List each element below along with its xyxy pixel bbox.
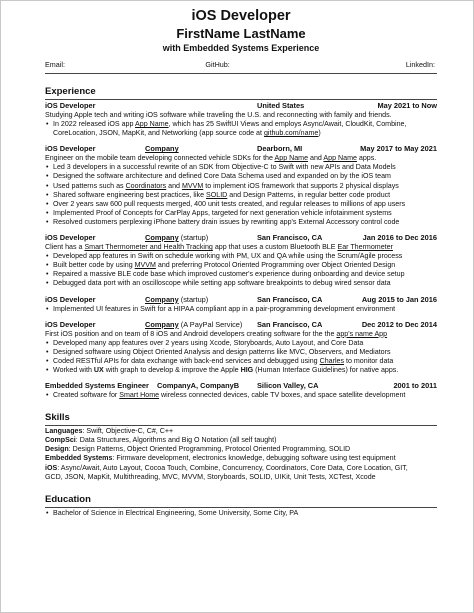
skill-line: Design: Design Patterns, Object Oriented Programming, Protocol Oriented Programming, SOLID [45, 445, 351, 454]
skills-list [45, 427, 437, 482]
product-link[interactable]: Ear Thermometer [337, 243, 393, 252]
job-bullet: • Shared software engineering best practices, like SOLID and Design Patterns, in regular better code product [45, 191, 437, 200]
job-bullet: • Built better code by using MVVM and preferring Protocol Oriented Programming over Object Oriented Design [45, 261, 437, 270]
education-list [45, 509, 437, 518]
job-bullets [45, 339, 437, 375]
job-bullet: • Over 2 years saw 600 pull requests merged, 400 unit tests created, and regular releases to millions of app users [45, 200, 437, 209]
job-description: Client has a Smart Thermometer and Health Tracking app that uses a custom Bluetooth BLE Ear Thermometer [45, 243, 393, 252]
app-link[interactable]: App Name [323, 154, 357, 163]
coordinators-link[interactable]: Coordinators [125, 181, 167, 190]
skill-line: Embedded Systems: Firmware development, electronics knowledge, debugging software using test equipment [45, 454, 396, 463]
job-company: CompanyA, CompanyB [157, 381, 240, 391]
mvvm-link[interactable]: MVVM [181, 181, 204, 190]
job-header [45, 144, 437, 154]
job-bullet: • Debugged data port with an oscilloscope while setting app software breakpoints to debug wired sensor data [45, 279, 437, 288]
job-header [45, 101, 437, 111]
job-entry [45, 320, 437, 375]
job-title: iOS Developer [45, 144, 96, 154]
email-label: Email: [45, 60, 65, 69]
job-bullets [45, 163, 437, 227]
job-location: Dearborn, MI [257, 144, 303, 154]
job-company [145, 144, 257, 154]
job-title: Embedded Systems Engineer [45, 381, 149, 391]
job-entry [45, 295, 437, 314]
experience-divider [45, 99, 437, 100]
job-bullet: • Led 3 developers in a successful rewrite of an SDK from Objective-C to Swift with new APIs and Data Models [45, 163, 437, 172]
job-entry [45, 101, 437, 138]
skills-heading: Skills [45, 412, 70, 424]
job-header [45, 233, 437, 243]
skill-line: GCD, JSON, MapKit, Multithreading, MVC, MVVM, Storyboards, SOLID, UIKit, Unit Tests, XCTest, Xcode [45, 472, 376, 481]
job-title: iOS Developer [45, 294, 96, 304]
job-location: Silicon Valley, CA [257, 381, 319, 391]
job-bullet: • In 2022 released iOS app App Name, which has 25 SwiftUI Views and employs Async/Await, CloudKit, Combine, [45, 120, 437, 129]
smart-home-link[interactable]: Smart Home [119, 391, 160, 400]
job-bullet: • Designed the software architecture and defined Core Data Schema used and expanded on by the iOS team [45, 172, 437, 181]
job-bullet: • Worked with UX with graph to develop & improve the Apple HIG (Human Interface Guidelines) for native apps. [45, 366, 437, 375]
company-link[interactable]: Company [145, 144, 179, 154]
resume-title: iOS Developer [191, 8, 291, 24]
header-divider [45, 73, 437, 74]
job-location: San Francisco, CA [257, 294, 323, 304]
job-bullet: • Used patterns such as Coordinators and MVVM to implement iOS framework that supports 2 physical displays [45, 182, 437, 191]
job-company [145, 101, 257, 111]
job-location: San Francisco, CA [257, 319, 323, 329]
job-bullet: • Implemented Proof of Concepts for CarPlay Apps, targeted for next generation vehicle infotainment systems [45, 209, 437, 218]
candidate-name: FirstName LastName [176, 26, 306, 41]
company-link[interactable]: Company [145, 294, 179, 304]
job-header [45, 381, 437, 391]
job-bullet: • Repaired a massive BLE code base which improved customer's experience during onboarding and device setup [45, 270, 437, 279]
job-bullet: • Resolved customers perplexing iPhone battery drain issues by rewriting app's External Accessory control code [45, 218, 437, 227]
resume-subtitle: with Embedded Systems Experience [162, 43, 320, 53]
job-bullet: • Coded RESTful APIs for data exchange with back-end services and debugged using Charles to monitor data [45, 357, 437, 366]
job-dates: May 2017 to May 2021 [360, 144, 437, 154]
job-title: iOS Developer [45, 101, 96, 110]
product-link[interactable]: Smart Thermometer and Health Tracking [84, 243, 213, 252]
job-bullet: • Developed app features in Swift on schedule working with PM, UX and QA while using the Scrum/Agile process [45, 252, 437, 261]
job-description: First iOS position and on team of 8 iOS and Android developers creating software for the the app's name App [45, 329, 388, 338]
github-source-link[interactable]: github.com/name [263, 129, 319, 138]
contact-row [45, 60, 437, 70]
job-entry [45, 144, 437, 227]
job-title: iOS Developer [45, 233, 96, 243]
job-dates: Jan 2016 to Dec 2016 [362, 233, 437, 243]
solid-link[interactable]: SOLID [206, 190, 228, 199]
job-header [45, 295, 437, 305]
job-bullets [45, 120, 437, 138]
job-bullet: • Developed many app features over 2 years using Xcode, Storyboards, Auto Layout, and Core Data [45, 339, 437, 348]
app-link[interactable]: App Name [274, 154, 309, 163]
job-title: iOS Developer [45, 319, 96, 329]
job-description: Studying Apple tech and writing iOS software while traveling the U.S. and reconnecting with family and friends. [45, 111, 392, 119]
mvvm-link[interactable]: MVVM [134, 261, 156, 270]
app-link[interactable]: App Name [135, 120, 169, 129]
job-bullets [45, 305, 437, 314]
skill-line: Languages: Swift, Objective-C, C#, C++ [45, 427, 174, 436]
job-bullet-continued: CoreLocation, JSON, MapKit, and Networking (app source code at github.com/name) [53, 129, 321, 138]
skill-line: iOS: Async/Await, Auto Layout, Cocoa Touch, Combine, Concurrency, Coordinators, Core Data, Core Location, GIT, [45, 463, 408, 472]
app-link[interactable]: app's name App [336, 329, 388, 338]
job-dates: Dec 2012 to Dec 2014 [361, 319, 437, 329]
company-link[interactable]: Company [145, 319, 179, 329]
job-description: Engineer on the mobile team developing connected vehicle SDKs for the App Name and App Name apps. [45, 154, 377, 163]
job-location: San Francisco, CA [257, 233, 323, 243]
education-item: • Bachelor of Science in Electrical Engineering, Some University, Some City, PA [45, 509, 437, 518]
experience-heading: Experience [45, 86, 96, 97]
job-entry [45, 381, 437, 400]
job-company: Company (A PayPal Service) [145, 319, 243, 329]
skill-line: CompSci: Data Structures, Algorithms and Big O Notation (all self taught) [45, 436, 277, 445]
skills-divider [45, 425, 437, 426]
job-bullet: • Designed software using Object Oriented Analysis and design patterns like MVC, Observers, and Mediators [45, 348, 437, 357]
education-heading: Education [45, 493, 91, 505]
job-location: United States [257, 101, 305, 110]
job-entry [45, 233, 437, 288]
linkedin-label: LinkedIn: [405, 60, 435, 69]
job-bullets [45, 391, 437, 400]
job-company: Company (startup) [145, 233, 209, 243]
charles-link[interactable]: Charles [319, 356, 345, 365]
job-company: Company (startup) [145, 294, 209, 304]
job-bullet: • Created software for Smart Home wireless connected devices, cable TV boxes, and space satellite development [45, 391, 437, 400]
job-header [45, 320, 437, 330]
job-bullets [45, 252, 437, 288]
job-dates: Aug 2015 to Jan 2016 [361, 294, 437, 304]
education-divider [45, 507, 437, 508]
job-bullet: • Implemented UI features in Swift for a HIPAA compliant app in a pair-programming development environment [45, 305, 437, 314]
github-label: GitHub: [205, 60, 230, 69]
company-link[interactable]: Company [145, 233, 179, 243]
job-dates: 2001 to 2011 [393, 381, 437, 391]
job-dates: May 2021 to Now [377, 101, 437, 110]
